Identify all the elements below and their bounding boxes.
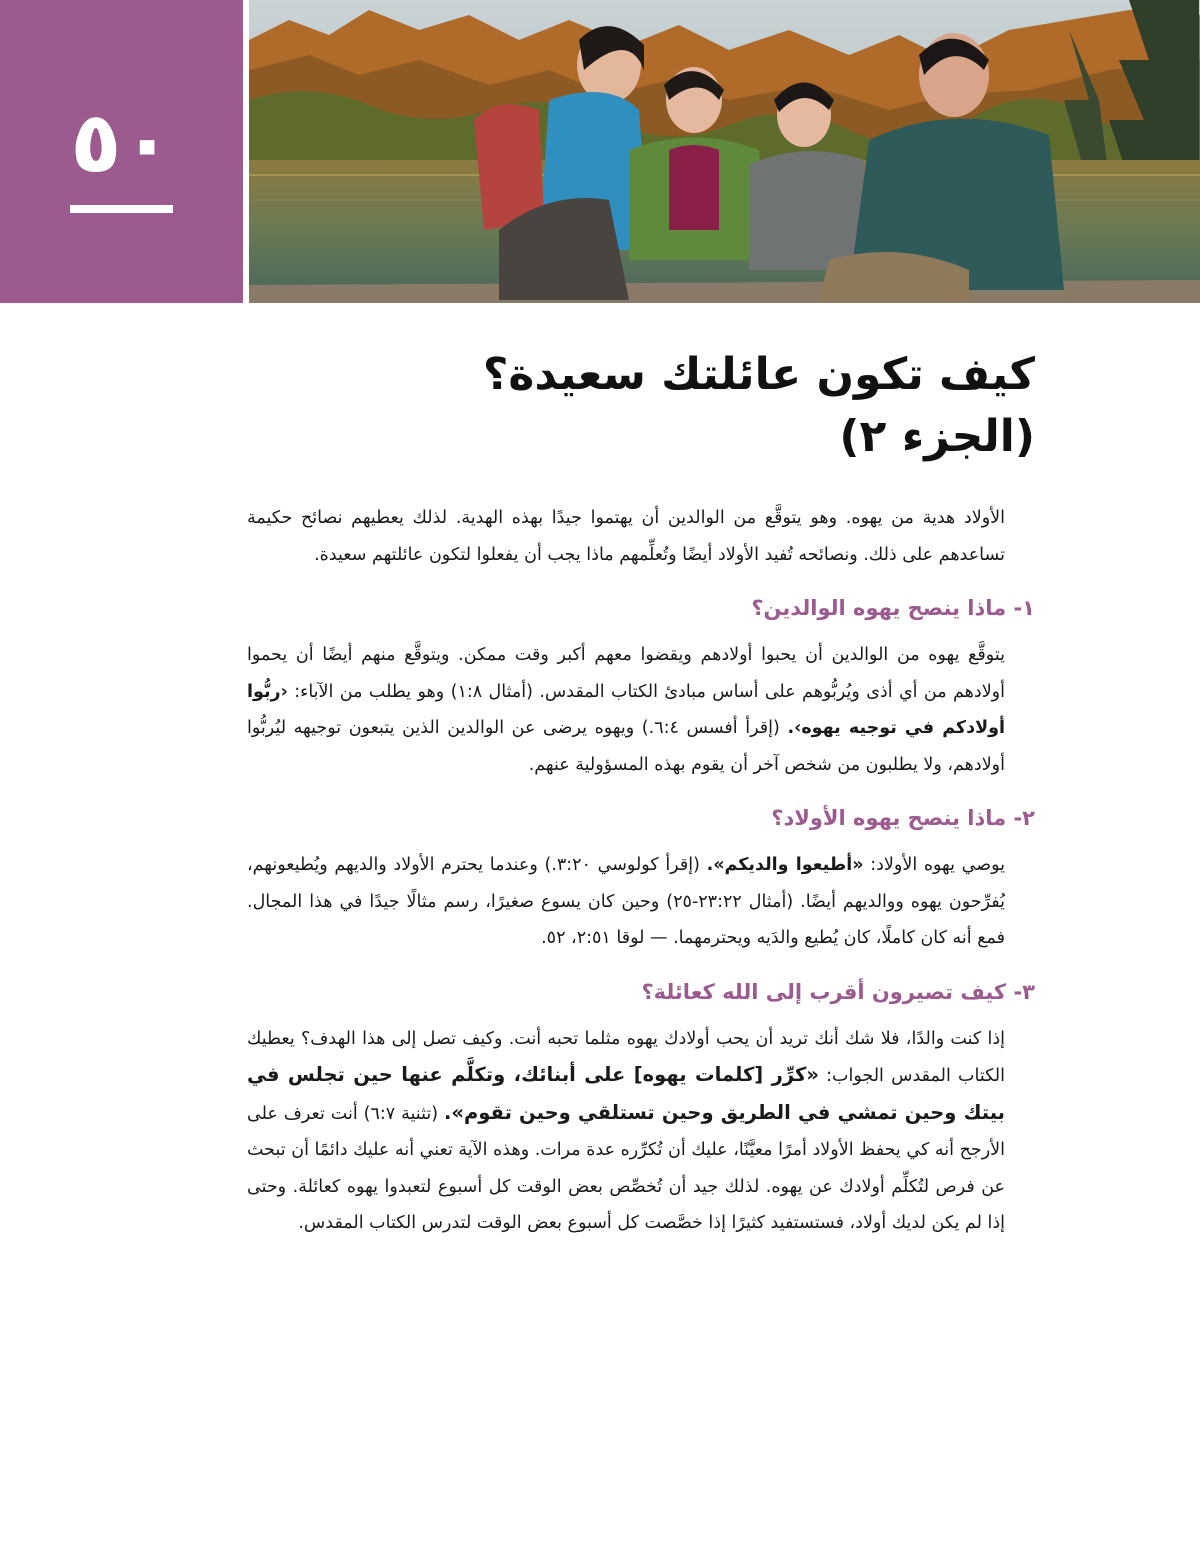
intro-paragraph: الأولاد هدية من يهوه. وهو يتوقَّع من الوالدين أن يهتموا جيدًا بهذه الهدية. لذلك يعطيهم نصائح حكيمة تساعدهم على ذلك. ونصائحه تُفيد الأولاد أيضًا وتُعلِّمهم ماذا يجب أن يفعلوا لتكون عائلتهم سعيدة.	[247, 508, 1005, 565]
family-photo	[249, 0, 1200, 303]
page-title	[195, 344, 1035, 468]
lesson-number: ٥٠	[70, 93, 173, 191]
section-3-quote: «كرِّر [كلمات يهوه] على أبنائك، وتكلَّم عنها حين تجلس في بيتك وحين تمشي في الطريق وحين تستلقي وحين تقوم».	[247, 1063, 1005, 1124]
section-1-text-b: (إقرأ أفسس ٦:٤.) ويهوه يرضى عن الوالدين الذين يتبعون توجيهه ليُربُّوا أولادهم، ولا يطلبون من شخص آخر أن يقوم بهذه المسؤولية عنهم.	[247, 718, 1005, 775]
section-1-paragraph	[247, 637, 1005, 783]
section-3-heading: ٣- كيف تصيرون أقرب إلى الله كعائلة؟	[641, 979, 1035, 1004]
section-3-paragraph	[247, 1021, 1005, 1242]
section-2-quote: «أطيعوا والديكم».	[706, 855, 864, 875]
section-3-text-a: إذا كنت والدًا، فلا شك أنك تريد أن يحب أولادك يهوه مثلما تحبه أنت. وكيف تصل إلى هذا الهدف؟ يعطيك الكتاب المقدس الجواب:	[247, 1028, 1005, 1086]
title-line-1: كيف تكون عائلتك سعيدة؟	[482, 349, 1035, 400]
lesson-number-underline	[70, 205, 173, 213]
section-1-quote: ‹ربُّوا أولادكم في توجيه يهوه›.	[247, 681, 1006, 738]
section-3-text-b: (تثنية ٦:٧) أنت تعرف على الأرجح أنه كي يحفظ الأولاد أمرًا معيَّنًا، عليك أن تُكرِّره عدة مرات. وهذه الآية تعني أنه عليك دائمًا أن تبحث عن فرص لتُكلِّم أولادك عن يهوه. لذلك جيد أن تُخصِّص بعض الوقت كل أسبوع لتعبدوا يهوه كعائلة. وحتى إذا لم يكن لديك أولاد، فستستفيد كثيرًا إذا خصَّصت كل أسبوع بعض الوقت لتدرس الكتاب المقدس.	[247, 1103, 1005, 1233]
section-2-heading: ٢- ماذا ينصح يهوه الأولاد؟	[771, 806, 1035, 830]
section-1-text-a: يتوقَّع يهوه من الوالدين أن يحبوا أولادهم ويقضوا معهم أكبر وقت ممكن. ويتوقَّع منهم أيضًا أن يحموا أولادهم من أي أذى ويُربُّوهم على أساس مبادئ الكتاب المقدس. (أمثال ١:٨) وهو يطلب من الآباء:	[247, 645, 1005, 702]
section-1-heading: ١- ماذا ينصح يهوه الوالدين؟	[751, 596, 1035, 620]
lesson-content	[247, 500, 1035, 1242]
title-line-2: (الجزء ٢)	[839, 411, 1035, 462]
section-2-paragraph	[247, 847, 1005, 957]
lesson-number-box	[0, 0, 243, 303]
section-2-text-a: يوصي يهوه الأولاد:	[863, 855, 1006, 875]
section-2-text-b: (إقرأ كولوسي ٣:٢٠.) وعندما يحترم الأولاد والديهم ويُطيعونهم، يُفرِّحون يهوه ووالديهم أيضًا. (أمثال ٢٣:٢٢-٢٥) وحين كان يسوع صغيرًا، رسم مثالًا جيدًا في هذا المجال. فمع أنه كان كاملًا، كان يُطيع والدَيه ويحترمهما. — لوقا ٢:٥١، ٥٢.	[247, 855, 1005, 948]
